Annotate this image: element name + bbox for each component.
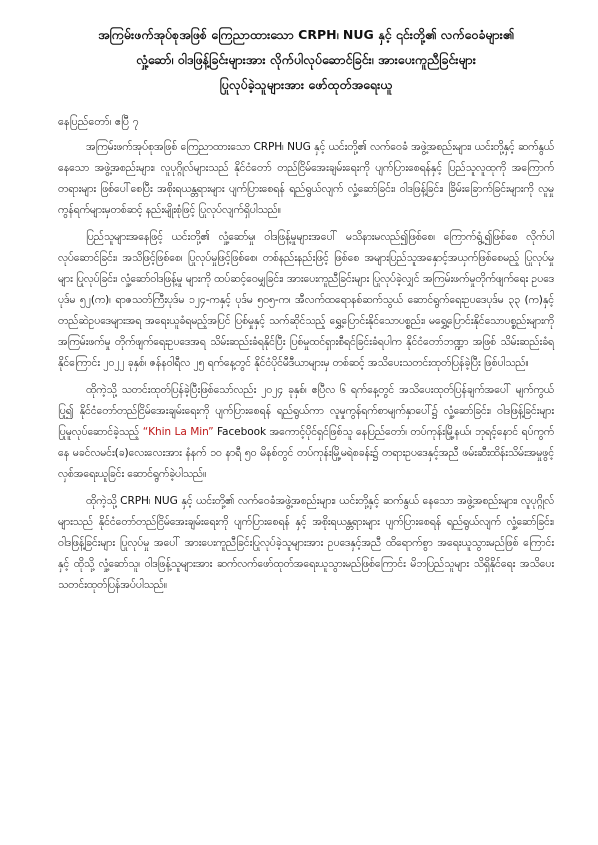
paragraph-3-part-1: ထိုကဲ့သို့ သတင်းထုတ်ပြန်ခဲ့ပြီးဖြစ်သော်လည်း ၂၀၂၄ ခုနှစ်၊ ဧပြီလ ၆ ရက်နေ့တွင် အသိပေးထုတ်ပြန်ချက်အပေါ် မျက်ကွယ်ပြု၍ နိုင်ငံတော်တည်ငြိမ်အေးချမ်းရေးကို ပျက်ပြားစေရန် ရည်ရွယ်ကာ လူမှုကွန်ရက်စာမျက်နှာပေါ်၌ လှုံ့ဆော်ခြင်း၊ ဝါဒဖြန့်ခြင်းများ ပြုမူလုပ်ဆောင်ခဲ့သည့် [58,384,554,438]
paragraph-4: ထိုကဲ့သို့ CRPH၊ NUG နှင့် ယင်းတို့၏ လက်ဝေခံအဖွဲ့အစည်းများ၊ ယင်းတို့နှင့် ဆက်နွယ် နေသော အဖွဲ့အစည်းများ၊ လူပုဂ္ဂိုလ်များသည် နိုင်ငံတော်တည်ငြိမ်အေးချမ်းရေးကို ပျက်ပြားစေရန် နှင့် အစိုးရယန္တရားများ ပျက်ပြားစေရန် ရည်ရွယ်လျက် လှုံ့ဆော်ခြင်း၊ ဝါဒဖြန့်ခြင်းများ ပြုလုပ်မှု အပေါ် အားပေးကူညီခြင်းပြုလုပ်ခဲ့သူများအား ဥပဒေနှင့်အညီ ထိရောက်စွာ အရေးယူသွားမည်ဖြစ် ကြောင်းနှင့် ထိုသို့ လှုံ့ဆော်သူ၊ ဝါဒဖြန့်သူများအား ဆက်လက်ဖော်ထုတ်အရေးယူသွားမည်ဖြစ်ကြောင်း မိဘပြည်သူများ သိရှိနိုင်ရေး အသိပေးသတင်းထုတ်ပြန်အပ်ပါသည်။ [58,495,554,591]
paragraph-3-part-2: Facebook အကောင့်ပိုင်ရှင်ဖြစ်သူ နေပြည်တော်၊ တပ်ကုန်းမြို့နယ်၊ ဘုရင့်နောင် ရပ်ကွက်နေ မခင်လမင်း(ခ)လေးလေးအား နံနက် ၁၀ နာရီ ၅၀ မိနစ်တွင် တပ်ကုန်းမြို့မရဲစခန်း၌ တရားဥပဒေနှင့်အညီ ဖမ်းဆီးထိန်းသိမ်းအမှုဖွင့်လှစ်အရေးယူခြင်း ဆောင်ရွက်ခဲ့ပါသည်။ [58,426,554,480]
paragraph-2: ပြည်သူများအနေဖြင့် ယင်းတို့၏ လှုံ့ဆော်မှု၊ ဝါဒဖြန့်မှုများအပေါ် မသိနားမလည်၍ဖြစ်စေ၊ ကြောက်ရွံ့၍ဖြစ်စေ လိုက်ပါလုပ်ဆောင်ခြင်း၊ အသိဖြင့်ဖြစ်စေ၊ ပြုလုပ်မှုဖြင့်ဖြစ်စေ၊ တစ်နည်းနည်းဖြင့် ဖြစ်စေ အများပြည်သူအနှောင့်အယှက်ဖြစ်စေမည့် ပြုလုပ်မှုများ ပြုလုပ်ခြင်း၊ လှုံ့ဆော်ဝါဒဖြန့်မှု များကို ထပ်ဆင့်ဝေမျှခြင်း၊ အားပေးကူညီခြင်းများ ပြုလုပ်ခဲ့လျှင် အကြမ်းဖက်မှုတိုက်ဖျက်ရေး ဥပဒေပုဒ်မ ၅၂(က)၊ ရာဇသတ်ကြီးပုဒ်မ ၁၂၄-ကနှင့် ပုဒ်မ ၅၀၅-က၊ အီလက်ထရောနစ်ဆက်သွယ် ဆောင်ရွက်ရေးဥပဒေပုဒ်မ ၃၃ (က)နှင့် တည်ဆဲဥပဒေများအရ အရေးယူခံရမည့်အပြင် ပြစ်မှုနှင့် သက်ဆိုင်သည့် ရွှေ့ပြောင်းနိုင်သောပစ္စည်း၊ မရွှေ့ပြောင်းနိုင်သောပစ္စည်းများကို အကြမ်းဖက်မှု တိုက်ဖျက်ရေးဥပဒေအရ သိမ်းဆည်းခံရနိုင်ပြီး ပြစ်မှုထင်ရှားစီရင်ခြင်းခံရပါက နိုင်ငံတော်ဘဏ္ဍာ အဖြစ် သိမ်းဆည်းခံရနိုင်ကြောင်း ၂၀၂၂ ခုနှစ်၊ ဇန်နဝါရီလ ၂၅ ရက်နေ့တွင် နိုင်ငံပိုင်မီဒီယာများမှ တစ်ဆင့် အသိပေးသတင်းထုတ်ပြန်ခဲ့ပြီး ဖြစ်ပါသည်။ [58,231,554,369]
title-line-2: လှုံ့ဆော်၊ ဝါဒဖြန့်ခြင်းများအား လိုက်ပါလုပ်ဆောင်ခြင်း၊ အားပေးကူညီခြင်းများ [136,52,476,67]
dateline: နေပြည်တော်၊ ဧပြီ ၇ [58,115,139,128]
paragraph-3 [58,380,554,485]
paragraph-1: အကြမ်းဖက်အုပ်စုအဖြစ် ကြေညာထားသော CRPH၊ NUG နှင့် ယင်းတို့၏ လက်ဝေခံ အဖွဲ့အစည်းများ၊ ယင်းတို့နှင့် ဆက်နွယ်နေသော အဖွဲ့အစည်းများ၊ လူပုဂ္ဂိုလ်များသည် နိုင်ငံတော် တည်ငြိမ်အေးချမ်းရေးကို ပျက်ပြားစေရန်နှင့် ပြည်သူလူထုကို အကြောက်တရားများ ဖြစ်ပေါ်စေပြီး အစိုးရယန္တရားများ ပျက်ပြားစေရန် ရည်ရွယ်လျက် လှုံ့ဆော်ခြင်း၊ ဝါဒဖြန့်ခြင်း၊ ခြိမ်းခြောက်ခြင်းများကို လူမှုကွန်ရက်များမှတစ်ဆင့် နည်းမျိုးစုံဖြင့် ပြုလုပ်လျက်ရှိပါသည်။ [58,141,554,216]
document-title [58,22,554,97]
facebook-account-name: “Khin La Min” [142,426,214,438]
title-line-3: ပြုလုပ်ခဲ့သူများအား ဖော်ထုတ်အရေးယူ [219,77,393,92]
title-line-1: အကြမ်းဖက်အုပ်စုအဖြစ် ကြေညာထားသော CRPH၊ NUG နှင့် ၎င်းတို့၏ လက်ဝေခံများ၏ [98,27,514,42]
